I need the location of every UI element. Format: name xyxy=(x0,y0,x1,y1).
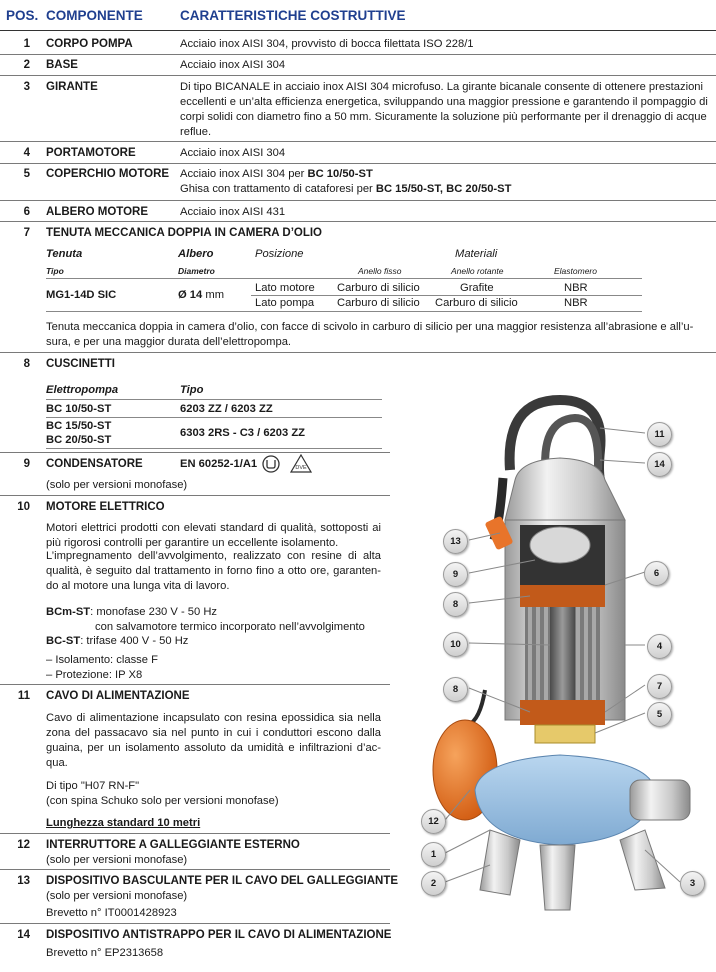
callout-5: 5 xyxy=(647,702,672,727)
cert-mark-icon xyxy=(261,455,281,478)
col-pos: POS. xyxy=(6,8,39,23)
callout-14: 14 xyxy=(647,452,672,477)
callout-2: 2 xyxy=(421,871,446,896)
callout-3: 3 xyxy=(680,871,705,896)
callout-11: 11 xyxy=(647,422,672,447)
svg-text:DVE: DVE xyxy=(295,465,307,471)
callout-8b: 8 xyxy=(443,677,468,702)
callout-1: 1 xyxy=(421,842,446,867)
callout-9: 9 xyxy=(443,562,468,587)
col-componente: COMPONENTE xyxy=(46,8,143,23)
callout-8: 8 xyxy=(443,592,468,617)
callout-13: 13 xyxy=(443,529,468,554)
callout-6: 6 xyxy=(644,561,669,586)
vde-mark-icon xyxy=(290,454,312,478)
callout-7: 7 xyxy=(647,674,672,699)
table-header xyxy=(0,0,716,30)
callout-12: 12 xyxy=(421,809,446,834)
col-caratteristiche: CARATTERISTICHE COSTRUTTIVE xyxy=(180,8,406,23)
callout-4: 4 xyxy=(647,634,672,659)
callout-10: 10 xyxy=(443,632,468,657)
